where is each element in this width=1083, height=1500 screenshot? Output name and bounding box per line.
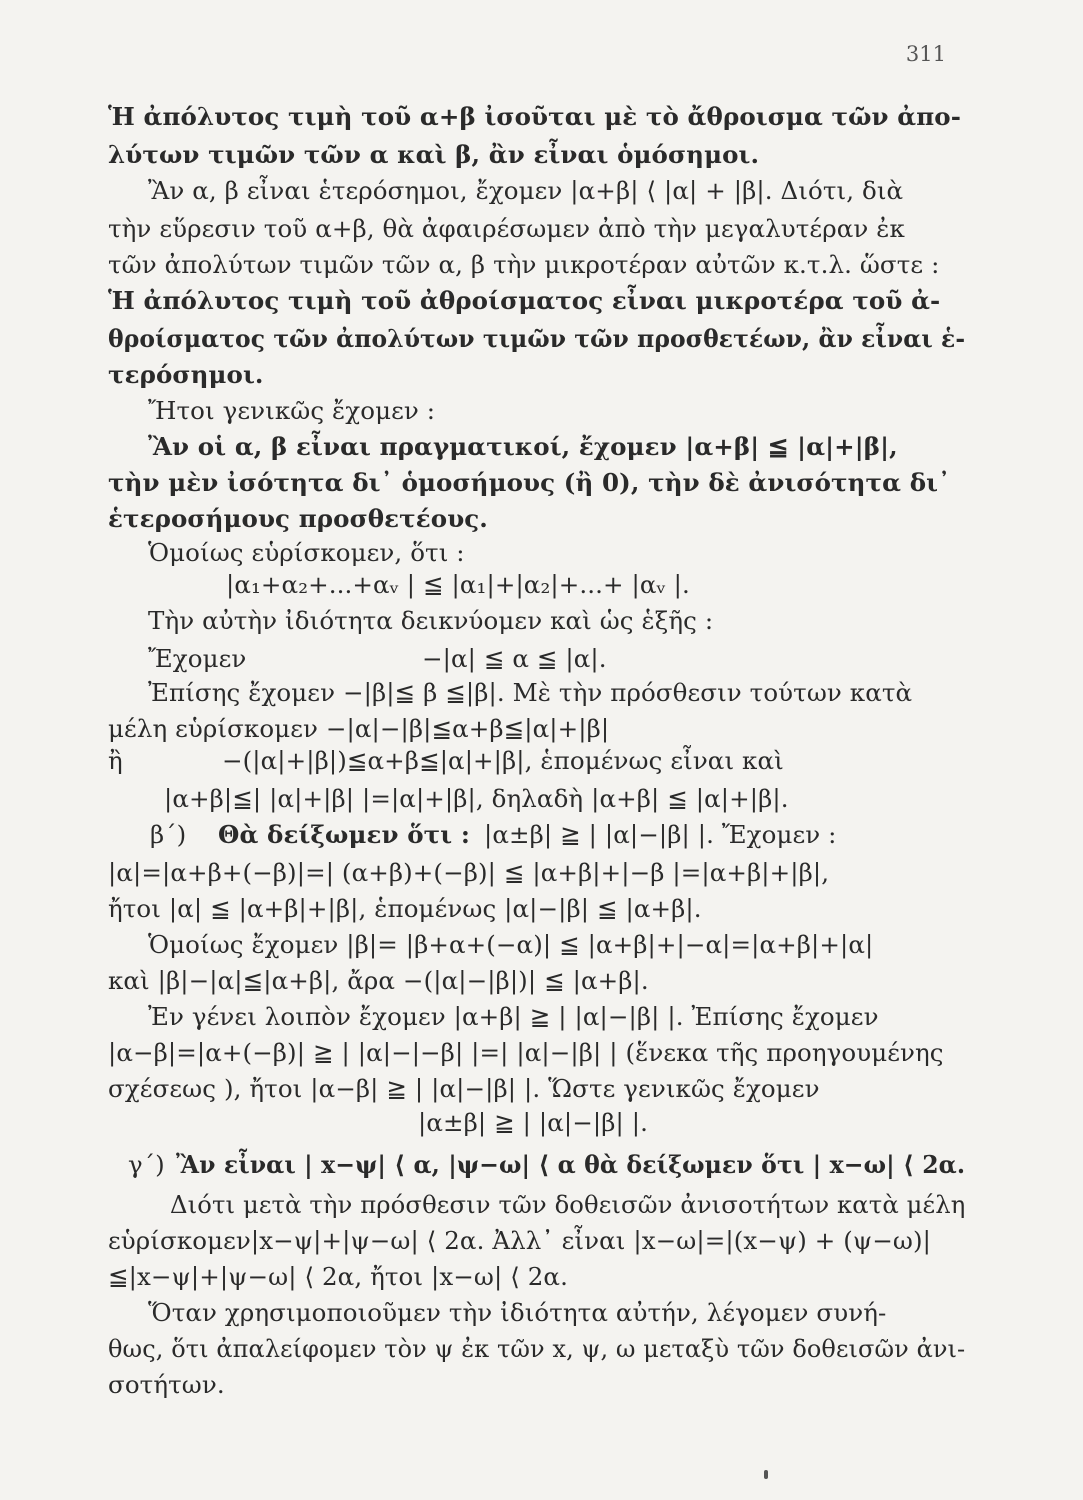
text-line: Ἤτοι γενικῶς ἔχομεν :	[148, 396, 436, 425]
text-line: Θὰ δείξωμεν ὅτι :	[218, 820, 470, 849]
text-line: Ὁμοίως ἔχομεν |β|= |β+α+(−α)| ≦ |α+β|+|−α|=|α+β|+|α|	[148, 930, 874, 959]
text-line: −|α| ≦ α ≦ |α|.	[422, 644, 607, 673]
text-line: Τὴν αὐτὴν ἰδιότητα δεικνύομεν καὶ ὡς ἑξῆς :	[148, 606, 714, 635]
text-line: τῶν ἀπολύτων τιμῶν τῶν α, β τὴν μικροτέραν αὐτῶν κ.τ.λ. ὥστε :	[108, 250, 940, 279]
text-line: Ἂν οἱ α, β εἶναι πραγματικοί, ἔχομεν |α+β| ≦ |α|+|β|,	[148, 432, 898, 461]
text-line: Ἂν α, β εἶναι ἑτερόσημοι, ἔχομεν |α+β| ⟨ |α| + |β|. Διότι, διὰ	[148, 176, 904, 205]
text-line: |α−β|=|α+(−β)| ≧ | |α|−|−β| |=| |α|−|β| | (ἕνεκα τῆς προηγουμένης	[108, 1038, 944, 1067]
text-line: θως, ὅτι ἀπαλείφομεν τὸν ψ ἐκ τῶν x, ψ, ω μεταξὺ τῶν δοθεισῶν ἀνι-	[108, 1334, 966, 1363]
text-line: σχέσεως ), ἤτοι |α−β| ≧ | |α|−|β| |. Ὥστε γενικῶς ἔχομεν	[108, 1074, 820, 1103]
text-line: |α|=|α+β+(−β)|=| (α+β)+(−β)| ≦ |α+β|+|−β |=|α+β|+|β|,	[108, 858, 830, 887]
text-line: ἤτοι |α| ≦ |α+β|+|β|, ἑπομένως |α|−|β| ≦ |α+β|.	[108, 894, 702, 923]
text-line: Ἐπίσης ἔχομεν −|β|≦ β ≦|β|. Μὲ τὴν πρόσθεσιν τούτων κατὰ	[148, 678, 913, 707]
text-line: ἢ	[108, 746, 123, 775]
text-line: τὴν εὕρεσιν τοῦ α+β, θὰ ἀφαιρέσωμεν ἀπὸ τὴν μεγαλυτέραν ἐκ	[108, 214, 905, 243]
text-line: καὶ |β|−|α|≦|α+β|, ἄρα −(|α|−|β|)| ≦ |α+β|.	[108, 966, 649, 995]
text-line: τερόσημοι.	[108, 360, 264, 389]
text-line: Ἡ ἀπόλυτος τιμὴ τοῦ ἀθροίσματος εἶναι μικροτέρα τοῦ ἀ-	[108, 286, 941, 315]
text-line: |α±β| ≧ | |α|−|β| |. Ἔχομεν :	[484, 820, 837, 849]
text-line: Ἂν εἶναι | x−ψ| ⟨ α, |ψ−ω| ⟨ α θὰ δείξωμεν ὅτι | x−ω| ⟨ 2α.	[176, 1150, 966, 1179]
text-line: β΄)	[150, 820, 187, 849]
text-line: Ἔχομεν	[148, 644, 247, 673]
text-line: γ΄)	[128, 1150, 165, 1179]
ink-mark	[764, 1470, 768, 1479]
text-line: ἑτεροσήμους προσθετέους.	[108, 504, 488, 533]
page-number: 311	[905, 42, 946, 66]
text-line: λύτων τιμῶν τῶν α καὶ β, ἂν εἶναι ὁμόσημοι.	[108, 140, 760, 169]
text-line: Ἐν γένει λοιπὸν ἔχομεν |α+β| ≧ | |α|−|β| |. Ἐπίσης ἔχομεν	[148, 1002, 879, 1031]
text-line: θροίσματος τῶν ἀπολύτων τιμῶν τῶν προσθετέων, ἂν εἶναι ἑ-	[108, 324, 966, 353]
text-line: τὴν μὲν ἰσότητα δι᾽ ὁμοσήμους (ἢ 0), τὴν δὲ ἀνισότητα δι᾽	[108, 468, 951, 497]
text-line: |α±β| ≧ | |α|−|β| |.	[418, 1108, 648, 1137]
text-line: εὑρίσκομεν|x−ψ|+|ψ−ω| ⟨ 2α. Ἀλλ᾽ εἶναι |x−ω|=|(x−ψ) + (ψ−ω)|	[108, 1226, 931, 1255]
text-line: σοτήτων.	[108, 1370, 225, 1399]
text-line: Ἡ ἀπόλυτος τιμὴ τοῦ α+β ἰσοῦται μὲ τὸ ἄθροισμα τῶν ἀπο-	[108, 102, 961, 131]
text-line: Διότι μετὰ τὴν πρόσθεσιν τῶν δοθεισῶν ἀνισοτήτων κατὰ μέλη	[170, 1190, 966, 1219]
text-line: μέλη εὑρίσκομεν −|α|−|β|≦α+β≦|α|+|β|	[108, 714, 610, 743]
text-line: Ὁμοίως εὑρίσκομεν, ὅτι :	[148, 538, 465, 567]
text-line: −(|α|+|β|)≦α+β≦|α|+|β|, ἑπομένως εἶναι καὶ	[222, 746, 784, 775]
text-line: Ὅταν χρησιμοποιοῦμεν τὴν ἰδιότητα αὐτήν, λέγομεν συνή-	[148, 1298, 887, 1327]
text-line: |α+β|≦| |α|+|β| |=|α|+|β|, δηλαδὴ |α+β| ≦ |α|+|β|.	[164, 784, 789, 813]
text-line: |α₁+α₂+...+αᵥ | ≦ |α₁|+|α₂|+...+ |αᵥ |.	[226, 570, 690, 599]
text-line: ≦|x−ψ|+|ψ−ω| ⟨ 2α, ἤτοι |x−ω| ⟨ 2α.	[108, 1262, 568, 1291]
